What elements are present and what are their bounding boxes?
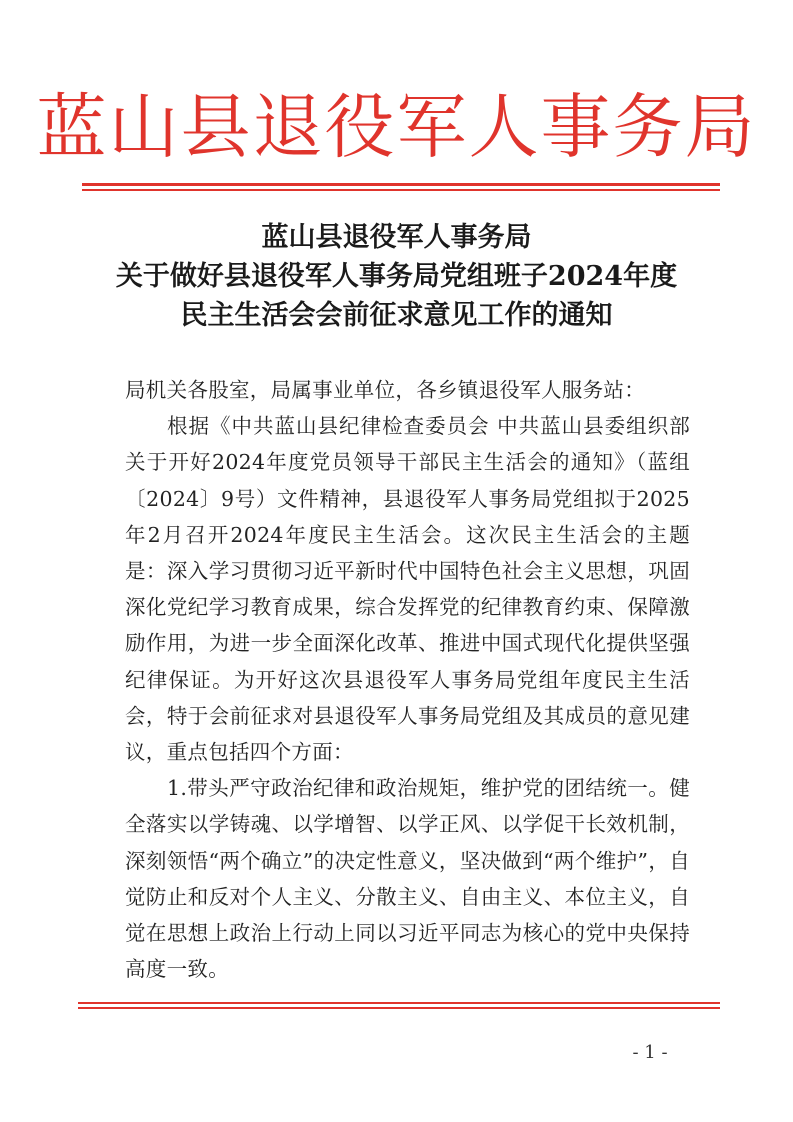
body-paragraph-item-1: 1.带头严守政治纪律和政治规矩，维护党的团结统一。健全落实以学铸魂、以学增智、以学正风、以学促干长效机制，深刻领悟“两个确立”的决定性意义，坚决做到“两个维护”，自觉防止和反对个人主义、分散主义、自由主义、本位主义，自觉在思想上政治上行动上同以习近平同志为核心的党中央保持高度一致。 bbox=[125, 776, 690, 982]
body-paragraph: 根据《中共蓝山县纪律检查委员会 中共蓝山县委组织部关于开好2024年度党员领导干部民主生活会的通知》（蓝组〔2024〕9号）文件精神，县退役军人事务局党组拟于2025年2月召开2024年度民主生活会。这次民主生活会的主题是：深入学习贯彻习近平新时代中国特色社会主义思想，巩固深化党纪学习教育成果，综合发挥党的纪律教育约束、保障激励作用，为进一步全面深化改革、推进中国式现代化提供坚强纪律保证。为开好这次县退役军人事务局党组年度民主生活会，特于会前征求对县退役军人事务局党组及其成员的意见建议，重点包括四个方面： bbox=[125, 414, 690, 765]
title-line-1: 蓝山县退役军人事务局 bbox=[261, 222, 532, 253]
title-line-2: 关于做好县退役军人事务局党组班子2024年度 bbox=[115, 261, 678, 292]
document-body bbox=[125, 372, 690, 987]
addressee: 局机关各股室，局属事业单位，各乡镇退役军人服务站： bbox=[125, 378, 645, 402]
header-red-rule-thick bbox=[82, 183, 720, 186]
title-line-3: 民主生活会会前征求意见工作的通知 bbox=[180, 300, 613, 331]
header-red-rule-thin bbox=[82, 189, 720, 191]
page-number: - 1 - bbox=[632, 1042, 668, 1063]
footer-red-rule-bottom bbox=[78, 1007, 720, 1009]
document-title bbox=[60, 218, 733, 335]
footer-red-rule-top bbox=[78, 1002, 720, 1004]
masthead-title: 蓝山县退役军人事务局 bbox=[36, 86, 757, 168]
